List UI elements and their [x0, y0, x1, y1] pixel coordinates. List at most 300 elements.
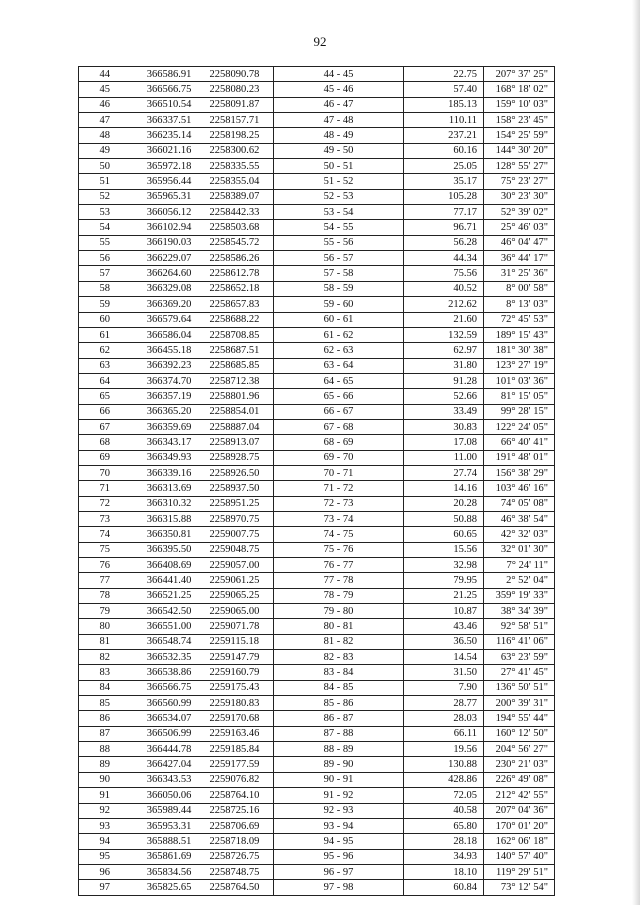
page-number: 92: [313, 34, 327, 49]
vertex-number-cell: 47: [79, 113, 131, 128]
vertex-number-cell: 71: [79, 481, 131, 496]
y-coordinate-cell: 2258080.23: [208, 82, 274, 97]
bearing-cell: 189° 15' 43": [484, 327, 555, 342]
bearing-cell: 103° 46' 16": [484, 481, 555, 496]
segment-cell: 54 - 55: [274, 220, 404, 235]
distance-cell: 62.97: [404, 343, 484, 358]
table-row: [79, 450, 555, 465]
bearing-cell: 230° 21' 03": [484, 757, 555, 772]
bearing-cell: 170° 01' 20": [484, 818, 555, 833]
segment-cell: 73 - 74: [274, 511, 404, 526]
segment-cell: 59 - 60: [274, 297, 404, 312]
vertex-number-cell: 53: [79, 205, 131, 220]
bearing-cell: 181° 30' 38": [484, 343, 555, 358]
distance-cell: 65.80: [404, 818, 484, 833]
x-coordinate-cell: 366229.07: [131, 251, 208, 266]
bearing-cell: 66° 40' 41": [484, 435, 555, 450]
bearing-cell: 101° 03' 36": [484, 373, 555, 388]
segment-cell: 52 - 53: [274, 189, 404, 204]
y-coordinate-cell: 2258657.83: [208, 297, 274, 312]
segment-cell: 67 - 68: [274, 419, 404, 434]
x-coordinate-cell: 366310.32: [131, 496, 208, 511]
x-coordinate-cell: 366538.86: [131, 665, 208, 680]
distance-cell: 130.88: [404, 757, 484, 772]
x-coordinate-cell: 366102.94: [131, 220, 208, 235]
distance-cell: 185.13: [404, 97, 484, 112]
table-row: [79, 373, 555, 388]
distance-cell: 28.77: [404, 696, 484, 711]
x-coordinate-cell: 366566.75: [131, 82, 208, 97]
table-row: [79, 113, 555, 128]
table-row: [79, 389, 555, 404]
table-row: [79, 788, 555, 803]
vertex-number-cell: 59: [79, 297, 131, 312]
vertex-number-cell: 78: [79, 588, 131, 603]
vertex-number-cell: 63: [79, 358, 131, 373]
distance-cell: 52.66: [404, 389, 484, 404]
segment-cell: 78 - 79: [274, 588, 404, 603]
segment-cell: 44 - 45: [274, 67, 404, 82]
y-coordinate-cell: 2258198.25: [208, 128, 274, 143]
bearing-cell: 204° 56' 27": [484, 742, 555, 757]
distance-cell: 60.65: [404, 527, 484, 542]
table-row: [79, 281, 555, 296]
x-coordinate-cell: 366566.75: [131, 680, 208, 695]
table-row: [79, 772, 555, 787]
table-row: [79, 266, 555, 281]
segment-cell: 91 - 92: [274, 788, 404, 803]
bearing-cell: 191° 48' 01": [484, 450, 555, 465]
vertex-number-cell: 51: [79, 174, 131, 189]
distance-cell: 35.17: [404, 174, 484, 189]
bearing-cell: 81° 15' 05": [484, 389, 555, 404]
y-coordinate-cell: 2258706.69: [208, 818, 274, 833]
segment-cell: 70 - 71: [274, 465, 404, 480]
table-row: [79, 665, 555, 680]
table-row: [79, 97, 555, 112]
table-row: [79, 159, 555, 174]
table-row: [79, 82, 555, 97]
y-coordinate-cell: 2258687.51: [208, 343, 274, 358]
table-row: [79, 220, 555, 235]
vertex-number-cell: 87: [79, 726, 131, 741]
distance-cell: 40.58: [404, 803, 484, 818]
bearing-cell: 38° 34' 39": [484, 604, 555, 619]
vertex-number-cell: 77: [79, 573, 131, 588]
segment-cell: 75 - 76: [274, 542, 404, 557]
vertex-number-cell: 57: [79, 266, 131, 281]
distance-cell: 44.34: [404, 251, 484, 266]
bearing-cell: 158° 23' 45": [484, 113, 555, 128]
table-row: [79, 711, 555, 726]
y-coordinate-cell: 2258854.01: [208, 404, 274, 419]
vertex-number-cell: 69: [79, 450, 131, 465]
distance-cell: 22.75: [404, 67, 484, 82]
vertex-number-cell: 54: [79, 220, 131, 235]
y-coordinate-cell: 2258970.75: [208, 511, 274, 526]
table-row: [79, 818, 555, 833]
segment-cell: 62 - 63: [274, 343, 404, 358]
bearing-cell: 8° 13' 03": [484, 297, 555, 312]
bearing-cell: 122° 24' 05": [484, 419, 555, 434]
y-coordinate-cell: 2258586.26: [208, 251, 274, 266]
table-row: [79, 496, 555, 511]
distance-cell: 72.05: [404, 788, 484, 803]
y-coordinate-cell: 2259180.83: [208, 696, 274, 711]
y-coordinate-cell: 2258764.10: [208, 788, 274, 803]
x-coordinate-cell: 366343.17: [131, 435, 208, 450]
y-coordinate-cell: 2259048.75: [208, 542, 274, 557]
segment-cell: 92 - 93: [274, 803, 404, 818]
bearing-cell: 136° 50' 51": [484, 680, 555, 695]
vertex-number-cell: 45: [79, 82, 131, 97]
vertex-number-cell: 75: [79, 542, 131, 557]
segment-cell: 63 - 64: [274, 358, 404, 373]
segment-cell: 48 - 49: [274, 128, 404, 143]
vertex-number-cell: 56: [79, 251, 131, 266]
x-coordinate-cell: 365989.44: [131, 803, 208, 818]
y-coordinate-cell: 2258748.75: [208, 864, 274, 879]
bearing-cell: 7° 24' 11": [484, 558, 555, 573]
distance-cell: 14.54: [404, 650, 484, 665]
y-coordinate-cell: 2258442.33: [208, 205, 274, 220]
table-row: [79, 849, 555, 864]
x-coordinate-cell: 366392.23: [131, 358, 208, 373]
vertex-number-cell: 88: [79, 742, 131, 757]
table-row: [79, 834, 555, 849]
x-coordinate-cell: 366542.50: [131, 604, 208, 619]
segment-cell: 46 - 47: [274, 97, 404, 112]
bearing-cell: 207° 04' 36": [484, 803, 555, 818]
vertex-number-cell: 49: [79, 143, 131, 158]
distance-cell: 60.16: [404, 143, 484, 158]
y-coordinate-cell: 2258652.18: [208, 281, 274, 296]
distance-cell: 110.11: [404, 113, 484, 128]
x-coordinate-cell: 366264.60: [131, 266, 208, 281]
bearing-cell: 200° 39' 31": [484, 696, 555, 711]
table-row: [79, 235, 555, 250]
segment-cell: 66 - 67: [274, 404, 404, 419]
table-row: [79, 864, 555, 879]
distance-cell: 96.71: [404, 220, 484, 235]
y-coordinate-cell: 2258937.50: [208, 481, 274, 496]
distance-cell: 21.60: [404, 312, 484, 327]
y-coordinate-cell: 2258764.50: [208, 880, 274, 895]
distance-cell: 7.90: [404, 680, 484, 695]
vertex-number-cell: 82: [79, 650, 131, 665]
x-coordinate-cell: 366365.20: [131, 404, 208, 419]
distance-cell: 25.05: [404, 159, 484, 174]
x-coordinate-cell: 366551.00: [131, 619, 208, 634]
y-coordinate-cell: 2259061.25: [208, 573, 274, 588]
x-coordinate-cell: 365965.31: [131, 189, 208, 204]
vertex-number-cell: 91: [79, 788, 131, 803]
segment-cell: 64 - 65: [274, 373, 404, 388]
distance-cell: 79.95: [404, 573, 484, 588]
table-row: [79, 573, 555, 588]
distance-cell: 43.46: [404, 619, 484, 634]
x-coordinate-cell: 366350.81: [131, 527, 208, 542]
y-coordinate-cell: 2258355.04: [208, 174, 274, 189]
bearing-cell: 119° 29' 51": [484, 864, 555, 879]
vertex-number-cell: 96: [79, 864, 131, 879]
y-coordinate-cell: 2258300.62: [208, 143, 274, 158]
segment-cell: 89 - 90: [274, 757, 404, 772]
y-coordinate-cell: 2259065.00: [208, 604, 274, 619]
table-row: [79, 312, 555, 327]
vertex-number-cell: 46: [79, 97, 131, 112]
x-coordinate-cell: 366586.91: [131, 67, 208, 82]
segment-cell: 80 - 81: [274, 619, 404, 634]
segment-cell: 77 - 78: [274, 573, 404, 588]
table-row: [79, 174, 555, 189]
segment-cell: 76 - 77: [274, 558, 404, 573]
bearing-cell: 31° 25' 36": [484, 266, 555, 281]
distance-cell: 32.98: [404, 558, 484, 573]
segment-cell: 82 - 83: [274, 650, 404, 665]
x-coordinate-cell: 366190.03: [131, 235, 208, 250]
y-coordinate-cell: 2259057.00: [208, 558, 274, 573]
vertex-number-cell: 73: [79, 511, 131, 526]
segment-cell: 74 - 75: [274, 527, 404, 542]
segment-cell: 86 - 87: [274, 711, 404, 726]
y-coordinate-cell: 2258157.71: [208, 113, 274, 128]
segment-cell: 56 - 57: [274, 251, 404, 266]
distance-cell: 27.74: [404, 465, 484, 480]
x-coordinate-cell: 366339.16: [131, 465, 208, 480]
segment-cell: 47 - 48: [274, 113, 404, 128]
distance-cell: 30.83: [404, 419, 484, 434]
bearing-cell: 194° 55' 44": [484, 711, 555, 726]
y-coordinate-cell: 2258887.04: [208, 419, 274, 434]
distance-cell: 33.49: [404, 404, 484, 419]
y-coordinate-cell: 2259076.82: [208, 772, 274, 787]
bearing-cell: 92° 58' 51": [484, 619, 555, 634]
x-coordinate-cell: 366349.93: [131, 450, 208, 465]
x-coordinate-cell: 365956.44: [131, 174, 208, 189]
x-coordinate-cell: 366050.06: [131, 788, 208, 803]
y-coordinate-cell: 2259115.18: [208, 634, 274, 649]
vertex-number-cell: 65: [79, 389, 131, 404]
y-coordinate-cell: 2258708.85: [208, 327, 274, 342]
x-coordinate-cell: 366427.04: [131, 757, 208, 772]
segment-cell: 93 - 94: [274, 818, 404, 833]
y-coordinate-cell: 2258913.07: [208, 435, 274, 450]
x-coordinate-cell: 366510.54: [131, 97, 208, 112]
y-coordinate-cell: 2259175.43: [208, 680, 274, 695]
x-coordinate-cell: 366444.78: [131, 742, 208, 757]
vertex-number-cell: 70: [79, 465, 131, 480]
bearing-cell: 73° 12' 54": [484, 880, 555, 895]
vertex-number-cell: 74: [79, 527, 131, 542]
vertex-number-cell: 44: [79, 67, 131, 82]
distance-cell: 31.80: [404, 358, 484, 373]
vertex-number-cell: 66: [79, 404, 131, 419]
bearing-cell: 128° 55' 27": [484, 159, 555, 174]
vertex-number-cell: 64: [79, 373, 131, 388]
vertex-number-cell: 48: [79, 128, 131, 143]
vertex-number-cell: 94: [79, 834, 131, 849]
x-coordinate-cell: 366408.69: [131, 558, 208, 573]
bearing-cell: 72° 45' 53": [484, 312, 555, 327]
vertex-number-cell: 93: [79, 818, 131, 833]
y-coordinate-cell: 2258726.75: [208, 849, 274, 864]
table-row: [79, 343, 555, 358]
bearing-cell: 36° 44' 17": [484, 251, 555, 266]
bearing-cell: 42° 32' 03": [484, 527, 555, 542]
distance-cell: 66.11: [404, 726, 484, 741]
x-coordinate-cell: 366315.88: [131, 511, 208, 526]
vertex-number-cell: 95: [79, 849, 131, 864]
segment-cell: 65 - 66: [274, 389, 404, 404]
table-row: [79, 481, 555, 496]
bearing-cell: 99° 28' 15": [484, 404, 555, 419]
vertex-number-cell: 83: [79, 665, 131, 680]
vertex-number-cell: 81: [79, 634, 131, 649]
y-coordinate-cell: 2258091.87: [208, 97, 274, 112]
distance-cell: 77.17: [404, 205, 484, 220]
y-coordinate-cell: 2258389.07: [208, 189, 274, 204]
vertex-number-cell: 76: [79, 558, 131, 573]
y-coordinate-cell: 2259185.84: [208, 742, 274, 757]
table-row: [79, 297, 555, 312]
x-coordinate-cell: 366369.20: [131, 297, 208, 312]
x-coordinate-cell: 366395.50: [131, 542, 208, 557]
y-coordinate-cell: 2258090.78: [208, 67, 274, 82]
distance-cell: 36.50: [404, 634, 484, 649]
x-coordinate-cell: 366235.14: [131, 128, 208, 143]
distance-cell: 132.59: [404, 327, 484, 342]
y-coordinate-cell: 2258612.78: [208, 266, 274, 281]
x-coordinate-cell: 366521.25: [131, 588, 208, 603]
segment-cell: 45 - 46: [274, 82, 404, 97]
bearing-cell: 156° 38' 29": [484, 465, 555, 480]
x-coordinate-cell: 365861.69: [131, 849, 208, 864]
distance-cell: 20.28: [404, 496, 484, 511]
bearing-cell: 226° 49' 08": [484, 772, 555, 787]
bearing-cell: 8° 00' 58": [484, 281, 555, 296]
page-edge-shadow: [632, 0, 640, 905]
distance-cell: 56.28: [404, 235, 484, 250]
bearing-cell: 2° 52' 04": [484, 573, 555, 588]
segment-cell: 87 - 88: [274, 726, 404, 741]
vertex-number-cell: 50: [79, 159, 131, 174]
table-row: [79, 558, 555, 573]
segment-cell: 57 - 58: [274, 266, 404, 281]
distance-cell: 15.56: [404, 542, 484, 557]
segment-cell: 84 - 85: [274, 680, 404, 695]
segment-cell: 71 - 72: [274, 481, 404, 496]
distance-cell: 11.00: [404, 450, 484, 465]
segment-cell: 85 - 86: [274, 696, 404, 711]
table-row: [79, 542, 555, 557]
bearing-cell: 160° 12' 50": [484, 726, 555, 741]
vertex-number-cell: 85: [79, 696, 131, 711]
bearing-cell: 30° 23' 30": [484, 189, 555, 204]
x-coordinate-cell: 366313.69: [131, 481, 208, 496]
segment-cell: 88 - 89: [274, 742, 404, 757]
distance-cell: 19.56: [404, 742, 484, 757]
table-row: [79, 604, 555, 619]
bearing-cell: 46° 04' 47": [484, 235, 555, 250]
bearing-cell: 46° 38' 54": [484, 511, 555, 526]
y-coordinate-cell: 2258503.68: [208, 220, 274, 235]
distance-cell: 40.52: [404, 281, 484, 296]
segment-cell: 53 - 54: [274, 205, 404, 220]
segment-cell: 51 - 52: [274, 174, 404, 189]
segment-cell: 96 - 97: [274, 864, 404, 879]
bearing-cell: 32° 01' 30": [484, 542, 555, 557]
x-coordinate-cell: 365953.31: [131, 818, 208, 833]
bearing-cell: 123° 27' 19": [484, 358, 555, 373]
vertex-number-cell: 60: [79, 312, 131, 327]
vertex-number-cell: 89: [79, 757, 131, 772]
x-coordinate-cell: 366329.08: [131, 281, 208, 296]
distance-cell: 14.16: [404, 481, 484, 496]
segment-cell: 60 - 61: [274, 312, 404, 327]
distance-cell: 57.40: [404, 82, 484, 97]
vertex-number-cell: 55: [79, 235, 131, 250]
vertex-number-cell: 90: [79, 772, 131, 787]
x-coordinate-cell: 366586.04: [131, 327, 208, 342]
x-coordinate-cell: 366056.12: [131, 205, 208, 220]
bearing-cell: 212° 42' 55": [484, 788, 555, 803]
distance-cell: 18.10: [404, 864, 484, 879]
vertex-number-cell: 58: [79, 281, 131, 296]
y-coordinate-cell: 2259007.75: [208, 527, 274, 542]
table-row: [79, 327, 555, 342]
distance-cell: 50.88: [404, 511, 484, 526]
bearing-cell: 154° 25' 59": [484, 128, 555, 143]
table-row: [79, 189, 555, 204]
x-coordinate-cell: 366532.35: [131, 650, 208, 665]
x-coordinate-cell: 366359.69: [131, 419, 208, 434]
x-coordinate-cell: 366455.18: [131, 343, 208, 358]
y-coordinate-cell: 2259160.79: [208, 665, 274, 680]
x-coordinate-cell: 365825.65: [131, 880, 208, 895]
bearing-cell: 144° 30' 20": [484, 143, 555, 158]
distance-cell: 28.03: [404, 711, 484, 726]
x-coordinate-cell: 365972.18: [131, 159, 208, 174]
x-coordinate-cell: 366337.51: [131, 113, 208, 128]
distance-cell: 34.93: [404, 849, 484, 864]
y-coordinate-cell: 2258688.22: [208, 312, 274, 327]
table-row: [79, 358, 555, 373]
distance-cell: 91.28: [404, 373, 484, 388]
table-row: [79, 726, 555, 741]
segment-cell: 69 - 70: [274, 450, 404, 465]
vertex-number-cell: 80: [79, 619, 131, 634]
x-coordinate-cell: 366343.53: [131, 772, 208, 787]
table-row: [79, 67, 555, 82]
x-coordinate-cell: 366441.40: [131, 573, 208, 588]
segment-cell: 90 - 91: [274, 772, 404, 787]
y-coordinate-cell: 2258725.16: [208, 803, 274, 818]
table-row: [79, 251, 555, 266]
distance-cell: 428.86: [404, 772, 484, 787]
segment-cell: 95 - 96: [274, 849, 404, 864]
y-coordinate-cell: 2258718.09: [208, 834, 274, 849]
y-coordinate-cell: 2259071.78: [208, 619, 274, 634]
table-row: [79, 742, 555, 757]
vertex-number-cell: 72: [79, 496, 131, 511]
table-row: [79, 696, 555, 711]
bearing-cell: 159° 10' 03": [484, 97, 555, 112]
distance-cell: 10.87: [404, 604, 484, 619]
table-row: [79, 465, 555, 480]
y-coordinate-cell: 2258685.85: [208, 358, 274, 373]
bearing-cell: 162° 06' 18": [484, 834, 555, 849]
